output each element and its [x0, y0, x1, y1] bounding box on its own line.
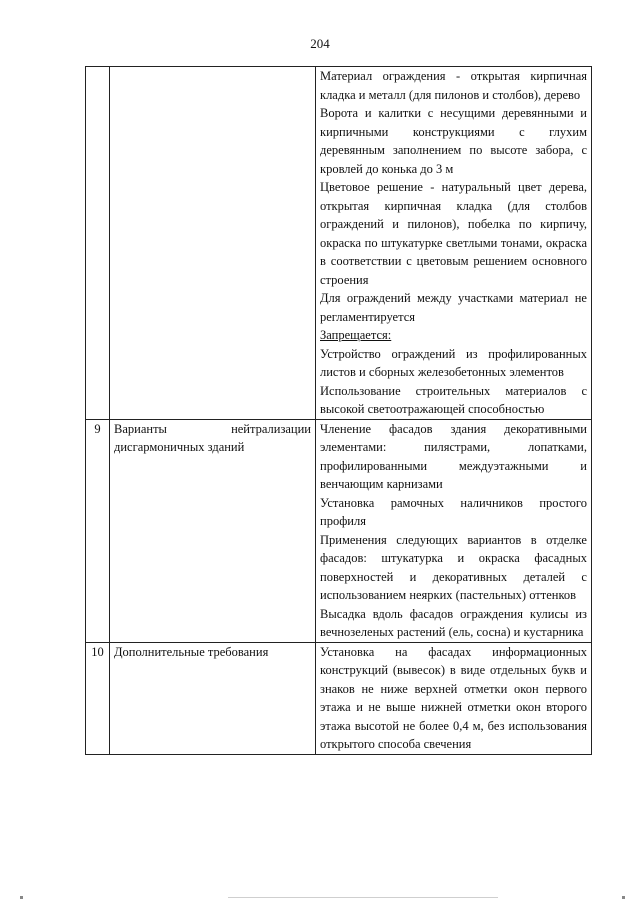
text-paragraph: Установка на фасадах информационных конструкций (вывесок) в виде отдельных букв и знаков не ниже верхней отметки окон первого этажа и не выше нижней отметки окон второго этажа высотой не более 0,4 м, без использования открытого способа свечения [320, 644, 587, 751]
text-paragraph: Для ограждений между участками материал не регламентируется [320, 291, 587, 324]
text-paragraph: Членение фасадов здания декоративными элементами: пилястрами, лопатками, профилированными междуэтажными и венчающим карнизами [320, 421, 587, 491]
text-paragraph: Устройство ограждений из профилированных листов и сборных железобетонных элементов [320, 346, 587, 379]
row-number-cell [86, 67, 110, 420]
text-paragraph: Высадка вдоль фасадов ограждения кулисы из вечнозеленых растений (ель, сосна) и кустарника [320, 606, 587, 639]
text-paragraph: Ворота и калитки с несущими деревянными и кирпичными конструкциями с глухим деревянным заполнением по высоте забора, с кровлей до конька до 3 м [320, 106, 587, 176]
text-paragraph: Использование строительных материалов с высокой светоотражающей способностью [320, 383, 587, 416]
page-number: 204 [310, 36, 330, 51]
scan-mark [20, 896, 23, 899]
text-paragraph: Применения следующих вариантов в отделке фасадов: штукатурка и окраска фасадных поверхностей и декоративных деталей с использованием неярких (пастельных) оттенков [320, 532, 587, 602]
row-name-cell: Варианты нейтрализации дисгармоничных зданий [110, 419, 316, 642]
text-paragraph: Цветовое решение - натуральный цвет дерева, открытая кирпичная кладка (для столбов ограждений и пилонов), побелка по кирпичу, окраска по штукатурке светлыми тонами, окраска в соответствии с цветовым решением основного строения [320, 180, 587, 287]
table-row [86, 642, 592, 754]
scan-edge-line [228, 897, 498, 898]
row-number-cell: 9 [86, 419, 110, 642]
row-number-cell: 10 [86, 642, 110, 754]
requirements-table [85, 66, 592, 755]
row-text-cell [316, 642, 592, 754]
row-text-cell [316, 67, 592, 420]
table-row [86, 419, 592, 642]
table-row [86, 67, 592, 420]
text-paragraph: Установка рамочных наличников простого профиля [320, 495, 587, 528]
row-name-cell [110, 67, 316, 420]
scan-mark [622, 896, 625, 899]
text-paragraph: Материал ограждения - открытая кирпичная кладка и металл (для пилонов и столбов), дерево [320, 69, 587, 102]
row-name-cell: Дополнительные требования [110, 642, 316, 754]
prohibited-heading: Запрещается: [320, 328, 392, 342]
row-text-cell [316, 419, 592, 642]
